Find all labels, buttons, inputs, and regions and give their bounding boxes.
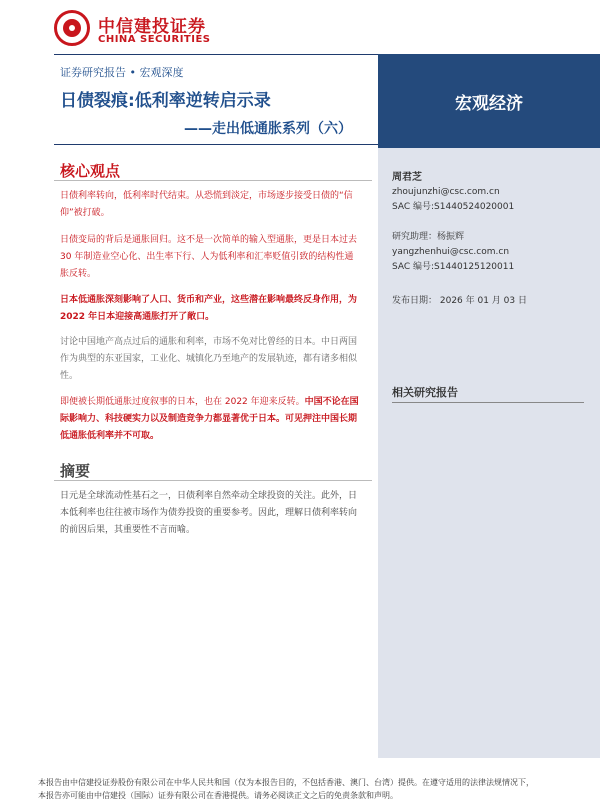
logo-name-cn: 中信建投证券 — [98, 17, 206, 37]
disclaimer-line-2: 本报告亦可能由中信建投（国际）证券有限公司在香港提供。请务必阅读正文之后的免责条款和声明。 — [38, 791, 398, 800]
assistant-email[interactable]: yangzhenhui@csc.com.cn — [392, 247, 510, 257]
related-reports-heading: 相关研究报告 — [392, 386, 458, 399]
header-divider — [54, 54, 378, 55]
core-paragraph-1: 日债利率转向，低利率时代结束。从恐慌到淡定，市场逐步接受日债的“信仰”被打破。 — [60, 191, 353, 218]
publish-date: 发布日期： 2026 年 01 月 03 日 — [392, 296, 527, 306]
disclaimer-line-1: 本报告由中信建投证券股份有限公司在中华人民共和国（仅为本报告目的，不包括香港、澳门、台湾）提供。在遵守适用的法律法规情况下， — [38, 778, 534, 787]
core-paragraph-3: 日本低通胀深刻影响了人口、货币和产业，这些潜在影响最终反身作用，为 2022 年日本迎接高通胀打开了敞口。 — [60, 295, 358, 322]
analyst-block — [392, 170, 514, 215]
core-paragraph-4: 讨论中国地产高点过后的通胀和利率，市场不免对比曾经的日本。中日两国作为典型的东亚国家，工业化、城镇化乃至地产的发展轨迹，都有诸多相似性。 — [60, 337, 358, 381]
analyst-name: 周君芝 — [392, 172, 422, 183]
related-reports-divider — [392, 402, 584, 403]
report-subtitle: ——走出低通胀系列（六） — [184, 121, 352, 137]
summary-divider — [54, 480, 372, 481]
disclaimer-footer — [38, 776, 598, 802]
category-banner: 宏观经济 — [378, 54, 600, 148]
core-paragraph-5 — [60, 394, 360, 445]
author-sidebar — [378, 148, 600, 758]
core-views-heading: 核心观点 — [60, 162, 121, 180]
core-paragraph-2: 日债变局的背后是通胀回归。这不是一次简单的输入型通胀，更是日本过去 30 年制造业空心化、出生率下行、人为低利率和汇率贬值引致的结构性通胀反转。 — [60, 235, 358, 279]
logo-name-en: CHINA SECURITIES — [98, 34, 211, 45]
analyst-sac: SAC 编号:S1440524020001 — [392, 202, 515, 212]
logo-emblem-icon — [54, 10, 90, 46]
core-paragraph-5-emphasis: 中国不论在国际影响力、科技硬实力以及制造竞争力都显著优于日本。可见押注中国长期低通胀低利率并不可取。 — [60, 397, 359, 441]
summary-heading: 摘要 — [60, 462, 91, 480]
summary-paragraph: 日元是全球流动性基石之一，日债利率自然牵动全球投资的关注。此外，日本低利率也往往被市场作为债券投资的重要参考。因此，理解日债利率转向的前因后果，其重要性不言而喻。 — [60, 491, 358, 535]
analyst-email[interactable]: zhoujunzhi@csc.com.cn — [392, 187, 500, 197]
assistant-label: 研究助理：杨振辉 — [392, 232, 465, 242]
assistant-block — [392, 230, 514, 275]
title-divider — [54, 144, 378, 145]
core-paragraph-5-lead: 即便被长期低通胀过度叙事的日本，也在 2022 年迎来反转。 — [60, 397, 305, 407]
company-logo — [54, 10, 244, 50]
core-views-divider — [54, 180, 372, 181]
report-title: 日债裂痕:低利率逆转启示录 — [60, 91, 271, 111]
report-series-label: 证券研究报告 • 宏观深度 — [60, 66, 184, 79]
assistant-sac: SAC 编号:S1440125120011 — [392, 262, 515, 272]
